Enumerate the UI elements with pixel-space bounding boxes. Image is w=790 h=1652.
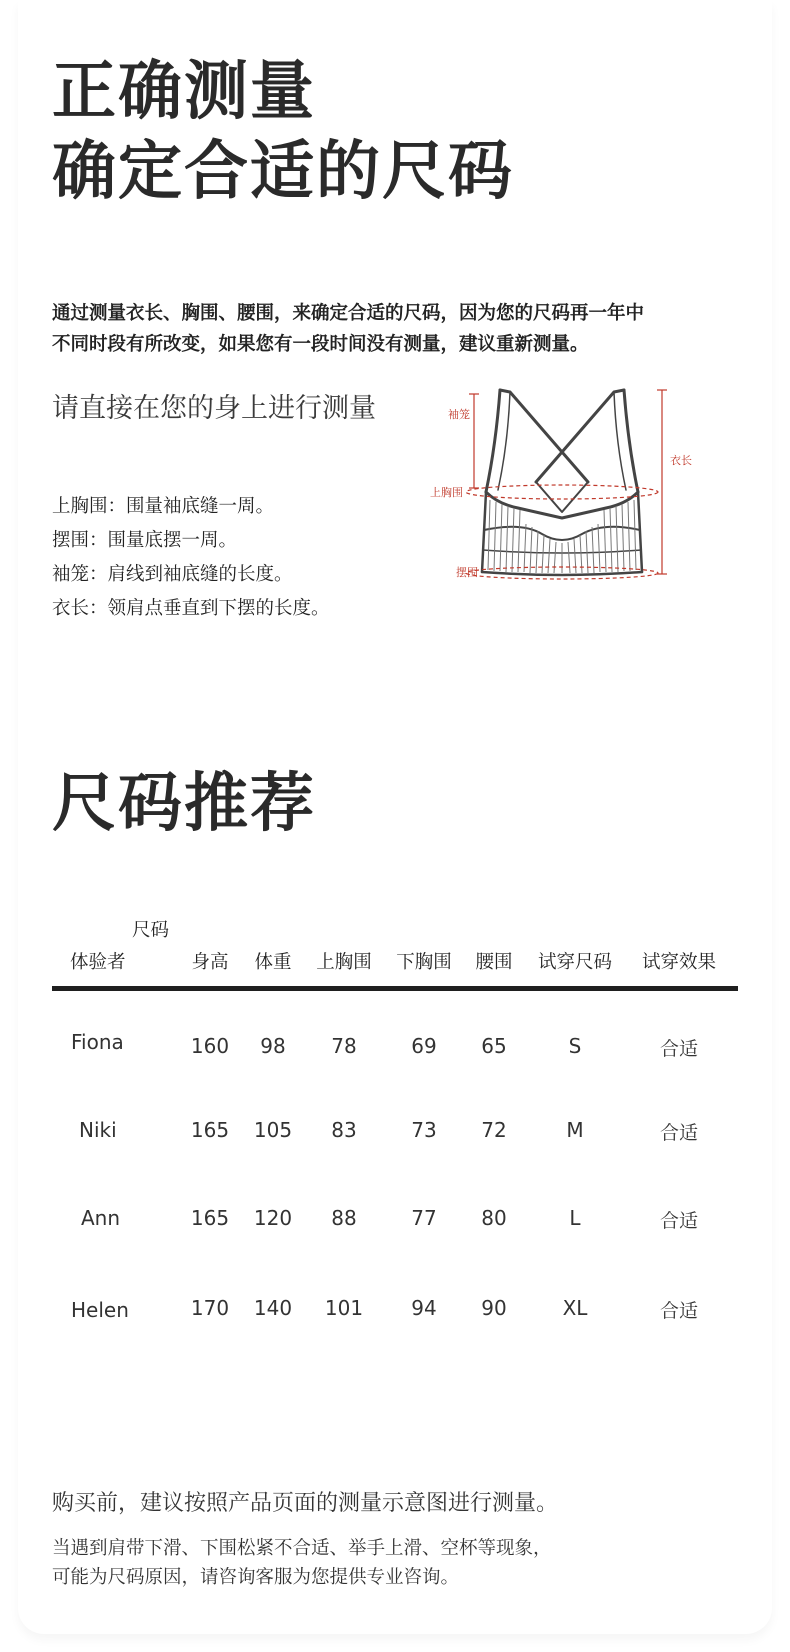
footer-note-line2: 可能为尺码原因，请咨询客服为您提供专业咨询。 <box>52 1567 460 1588</box>
cell-weight: 105 <box>253 1118 293 1142</box>
intro-text <box>52 298 772 360</box>
footer-note-line1: 当遇到肩带下滑、下围松紧不合适、举手上滑、空杯等现象， <box>52 1538 552 1559</box>
table-header-divider <box>52 986 738 991</box>
label-hem: 摆围 <box>456 566 478 579</box>
cell-name: Ann <box>81 1206 121 1230</box>
cell-name: Helen <box>71 1298 129 1322</box>
header-waist: 腰围 <box>475 952 513 973</box>
page-title-line2: 确定合适的尺码 <box>52 135 514 209</box>
size-recommendation-title: 尺码推荐 <box>52 767 316 841</box>
cell-name: Fiona <box>71 1030 124 1054</box>
label-bust: 上胸围 <box>430 486 463 499</box>
cell-fit: 合适 <box>659 1210 699 1232</box>
cell-weight: 120 <box>253 1206 293 1230</box>
footer-advice: 购买前，建议按照产品页面的测量示意图进行测量。 <box>52 1491 559 1516</box>
cell-upper-bust: 83 <box>331 1118 357 1142</box>
table-corner-user: 体验者 <box>70 952 126 973</box>
cell-weight: 140 <box>253 1296 293 1320</box>
cell-under-bust: 69 <box>411 1034 437 1058</box>
cell-under-bust: 77 <box>411 1206 437 1230</box>
cell-fit: 合适 <box>659 1122 699 1144</box>
definition-hem: 摆围：围量底摆一周。 <box>52 530 238 551</box>
cell-size: M <box>566 1118 584 1142</box>
table-corner-size: 尺码 <box>132 920 170 941</box>
measure-instruction: 请直接在您的身上进行测量 <box>52 393 376 424</box>
intro-line2: 不同时段有所改变，如果您有一段时间没有测量，建议重新测量。 <box>52 334 589 355</box>
cell-size: S <box>568 1034 582 1058</box>
header-height: 身高 <box>191 952 229 973</box>
intro-line1: 通过测量衣长、胸围、腰围，来确定合适的尺码，因为您的尺码再一年中 <box>52 303 645 324</box>
label-sleeve: 袖笼 <box>448 408 470 421</box>
cell-waist: 65 <box>481 1034 507 1058</box>
cell-size: L <box>569 1206 581 1230</box>
cell-size: XL <box>562 1296 588 1320</box>
header-trial-size: 试穿尺码 <box>537 952 613 973</box>
cell-weight: 98 <box>260 1034 286 1058</box>
measurement-definitions <box>52 490 330 626</box>
bra-measurement-diagram <box>430 384 708 616</box>
cell-under-bust: 73 <box>411 1118 437 1142</box>
cell-upper-bust: 88 <box>331 1206 357 1230</box>
cell-fit: 合适 <box>659 1300 699 1322</box>
definition-upper-bust: 上胸围：围量袖底缝一周。 <box>52 496 275 517</box>
cell-name: Niki <box>79 1118 117 1142</box>
cell-height: 170 <box>190 1296 230 1320</box>
cell-height: 165 <box>190 1206 230 1230</box>
cell-waist: 72 <box>481 1118 507 1142</box>
definition-sleeve: 袖笼：肩线到袖底缝的长度。 <box>52 564 293 585</box>
cell-waist: 80 <box>481 1206 507 1230</box>
header-weight: 体重 <box>254 952 292 973</box>
definition-length: 衣长：领肩点垂直到下摆的长度。 <box>52 598 330 619</box>
cell-waist: 90 <box>481 1296 507 1320</box>
cell-fit: 合适 <box>659 1038 699 1060</box>
header-fit-result: 试穿效果 <box>641 952 717 973</box>
page-title-line1: 正确测量 <box>52 55 316 129</box>
cell-upper-bust: 101 <box>324 1296 364 1320</box>
header-upper-bust: 上胸围 <box>316 952 372 973</box>
cell-under-bust: 94 <box>411 1296 437 1320</box>
cell-height: 165 <box>190 1118 230 1142</box>
cell-height: 160 <box>190 1034 230 1058</box>
header-under-bust: 下胸围 <box>396 952 452 973</box>
cell-upper-bust: 78 <box>331 1034 357 1058</box>
label-length: 衣长 <box>670 454 692 467</box>
footer-notes <box>52 1534 552 1592</box>
